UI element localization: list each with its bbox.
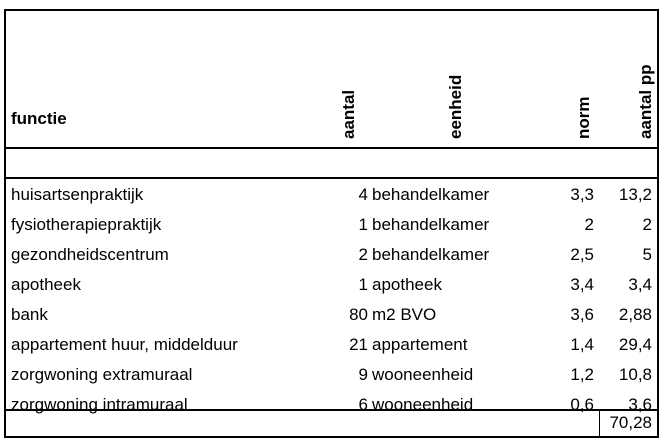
header-divider (6, 147, 657, 149)
cell-norm[interactable]: 2,5 (570, 245, 594, 264)
cell-aantal[interactable]: 2 (358, 245, 368, 264)
cell-norm[interactable]: 3,6 (570, 305, 594, 324)
cell-aantal-pp[interactable]: 3,4 (628, 275, 652, 294)
cell-functie[interactable]: gezondheidscentrum (11, 245, 169, 264)
cell-aantal-pp[interactable]: 10,8 (618, 365, 652, 384)
cell-aantal[interactable]: 6 (358, 395, 368, 414)
cell-eenheid[interactable]: wooneenheid (372, 395, 474, 414)
cell-aantal[interactable]: 9 (358, 365, 368, 384)
cell-eenheid[interactable]: appartement (372, 335, 468, 354)
header-row (6, 11, 657, 149)
cell-eenheid[interactable]: apotheek (372, 275, 442, 294)
cell-norm[interactable]: 3,3 (570, 185, 594, 204)
cell-aantal-pp[interactable]: 29,4 (618, 335, 652, 354)
cell-functie[interactable]: apotheek (11, 275, 81, 294)
header-norm[interactable]: norm (574, 96, 593, 139)
cell-eenheid[interactable]: m2 BVO (372, 305, 437, 324)
total-value[interactable]: 70,28 (609, 413, 652, 432)
cell-aantal-pp[interactable]: 2,88 (618, 305, 652, 324)
cell-norm[interactable]: 2 (584, 215, 594, 234)
cell-functie[interactable]: zorgwoning intramuraal (11, 395, 188, 414)
header-aantal[interactable]: aantal (339, 89, 358, 139)
cell-eenheid[interactable]: behandelkamer (372, 245, 490, 264)
cell-aantal[interactable]: 1 (358, 215, 368, 234)
header-eenheid[interactable]: eenheid (446, 74, 465, 139)
cell-aantal-pp[interactable]: 3,6 (628, 395, 652, 414)
cell-aantal[interactable]: 4 (358, 185, 368, 204)
total-row (6, 409, 657, 439)
cell-norm[interactable]: 1,4 (570, 335, 594, 354)
cell-norm[interactable]: 0,6 (570, 395, 594, 414)
cell-functie[interactable]: huisartsenpraktijk (11, 185, 144, 204)
cell-eenheid[interactable]: wooneenheid (372, 365, 474, 384)
cell-functie[interactable]: fysiotherapiepraktijk (11, 215, 162, 234)
table-row (6, 301, 657, 331)
cell-eenheid[interactable]: behandelkamer (372, 215, 490, 234)
table-row (6, 181, 657, 211)
table-row (6, 361, 657, 391)
table-row (6, 331, 657, 361)
blank-row-divider (6, 177, 657, 179)
cell-eenheid[interactable]: behandelkamer (372, 185, 490, 204)
header-aantal-pp[interactable]: aantal pp (636, 64, 655, 139)
spreadsheet-table (4, 9, 659, 438)
cell-aantal-pp[interactable]: 13,2 (618, 185, 652, 204)
cell-norm[interactable]: 3,4 (570, 275, 594, 294)
cell-aantal-pp[interactable]: 5 (642, 245, 652, 264)
cell-norm[interactable]: 1,2 (570, 365, 594, 384)
header-functie[interactable]: functie (11, 109, 67, 128)
cell-aantal[interactable]: 1 (358, 275, 368, 294)
table-row (6, 241, 657, 271)
cell-aantal-pp[interactable]: 2 (642, 215, 652, 234)
cell-functie[interactable]: appartement huur, middelduur (11, 335, 238, 354)
cell-aantal[interactable]: 21 (349, 335, 368, 354)
cell-aantal[interactable]: 80 (349, 305, 368, 324)
table-row (6, 211, 657, 241)
table-row (6, 271, 657, 301)
cell-functie[interactable]: zorgwoning extramuraal (11, 365, 193, 384)
cell-functie[interactable]: bank (11, 305, 48, 324)
